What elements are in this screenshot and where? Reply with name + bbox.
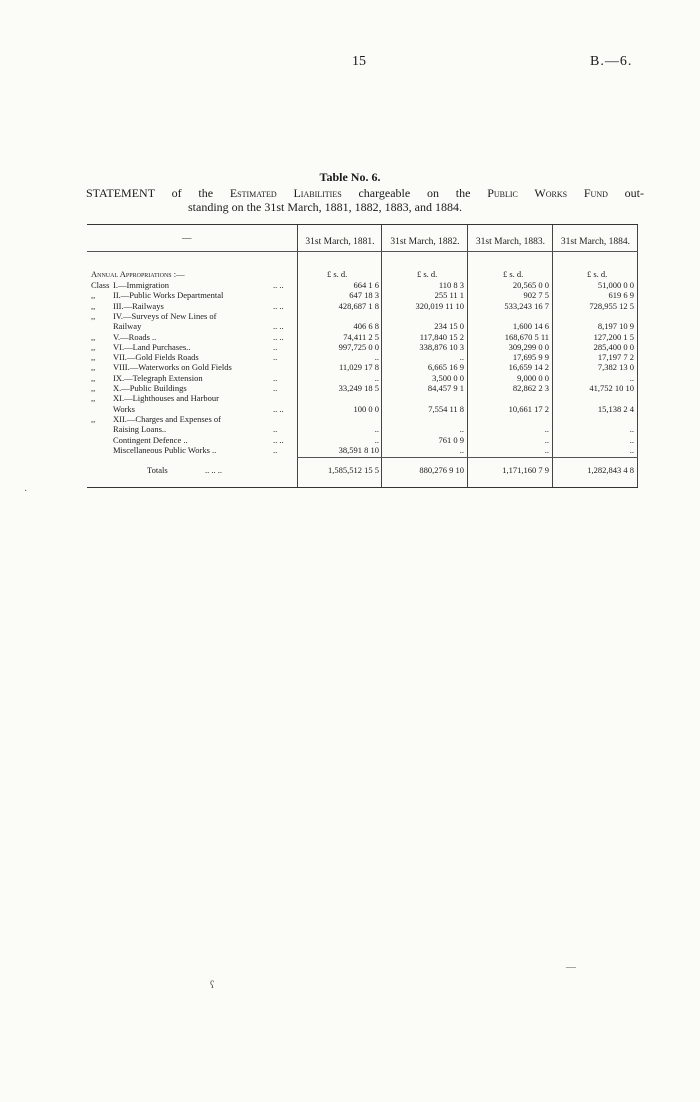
row-value: 664 1 6 (353, 280, 379, 290)
row-label: VI.—Land Purchases.. (113, 341, 191, 352)
row-class-marker: ,, (91, 393, 96, 404)
row-leader-dots: .. .. (273, 331, 284, 342)
row-value: 100 0 0 (353, 403, 379, 414)
table-row (87, 301, 638, 311)
table-row (87, 311, 638, 321)
row-leader-dots: .. (273, 352, 278, 363)
row-label: IV.—Surveys of New Lines of (113, 310, 217, 321)
row-label: Miscellaneous Public Works .. (113, 444, 217, 455)
document-reference: B.—6. (590, 54, 633, 69)
row-value: .. (629, 434, 634, 445)
statement-line-2: standing on the 31st March, 1881, 1882, 1883, and 1884. (188, 200, 462, 214)
table-row (87, 445, 638, 455)
row-value: 6,665 16 9 (427, 362, 464, 373)
table-row (87, 383, 638, 393)
row-value: .. (459, 352, 464, 363)
statement-heading (86, 186, 644, 214)
row-value: .. (544, 434, 549, 445)
row-leader-dots: .. .. (273, 300, 284, 311)
table-row (87, 321, 638, 331)
row-value: 20,565 0 0 (512, 280, 549, 290)
liabilities-table (87, 224, 638, 488)
stray-mark: ʕ (210, 980, 215, 991)
table-row (87, 393, 638, 403)
row-value: .. (459, 444, 464, 455)
row-label: VIII.—Waterworks on Gold Fields (113, 362, 232, 373)
row-leader-dots: .. (273, 372, 278, 383)
column-header-1884: 31st March, 1884. (560, 237, 631, 247)
row-value: 117,840 15 2 (419, 331, 464, 342)
table-row (87, 404, 638, 414)
table-row (87, 362, 638, 372)
row-leader-dots: .. .. (273, 280, 284, 290)
row-value: 33,249 18 5 (338, 383, 379, 393)
row-value: 761 0 9 (438, 434, 464, 445)
row-value: .. (544, 444, 549, 455)
row-value: 84,457 9 1 (427, 383, 464, 393)
row-class-marker: Class (91, 280, 110, 290)
table-row (87, 373, 638, 383)
row-value: 647 18 3 (349, 290, 379, 301)
row-value: 51,000 0 0 (597, 280, 634, 290)
row-label: Railway (113, 321, 142, 332)
row-value: 997,725 0 0 (338, 341, 379, 352)
totals-value: 1,282,843 4 8 (587, 465, 634, 475)
row-value: 41,752 10 10 (589, 383, 634, 393)
row-value: 728,955 12 5 (589, 300, 634, 311)
totals-leader-dots: .. .. .. (205, 465, 222, 475)
row-value: 74,411 2 5 (343, 331, 379, 342)
row-value: 320,019 11 10 (415, 300, 464, 311)
row-leader-dots: .. .. (273, 321, 284, 332)
row-value: 10,661 17 2 (508, 403, 549, 414)
row-leader-dots: .. (273, 383, 278, 393)
row-value: 16,659 14 2 (508, 362, 549, 373)
row-value: 902 7 5 (523, 290, 549, 301)
blank-header: — (182, 234, 192, 244)
table-row (87, 424, 638, 434)
table-title: Table No. 6. (319, 170, 381, 184)
row-label: I.—Immigration (113, 280, 169, 290)
totals-value: 880,276 9 10 (419, 465, 464, 475)
row-class-marker: ,, (91, 310, 96, 321)
row-label: X.—Public Buildings (113, 383, 187, 393)
row-value: 338,876 10 3 (419, 341, 464, 352)
row-value: 255 11 1 (434, 290, 464, 301)
row-value: 234 15 0 (434, 321, 464, 332)
row-value: .. (459, 424, 464, 435)
row-label: Raising Loans.. (113, 424, 167, 435)
row-class-marker: ,, (91, 352, 96, 363)
row-value: 8,197 10 9 (597, 321, 634, 332)
row-value: 7,382 13 0 (597, 362, 634, 373)
currency-units: £ s. d. (327, 269, 348, 279)
table-row (87, 414, 638, 424)
table-row (87, 435, 638, 445)
row-value: .. (374, 372, 379, 383)
section-heading: Annual Appropriations :— (91, 269, 185, 279)
row-class-marker: ,, (91, 413, 96, 424)
totals-label: Totals (147, 465, 168, 475)
table-row (87, 342, 638, 352)
row-label: II.—Public Works Departmental (113, 290, 224, 301)
row-value: 9,000 0 0 (517, 372, 549, 383)
statement-middle: chargeable on the (341, 186, 488, 200)
row-label: Contingent Defence .. (113, 434, 188, 445)
row-label: VII.—Gold Fields Roads (113, 352, 199, 363)
row-value: 428,687 1 8 (338, 300, 379, 311)
row-value: .. (374, 434, 379, 445)
statement-estimated-liabilities: Estimated Liabilities (229, 186, 342, 200)
row-leader-dots: .. (273, 341, 278, 352)
row-value: 285,400 0 0 (593, 341, 634, 352)
row-value: 15,138 2 4 (597, 403, 634, 414)
row-label: V.—Roads .. (113, 331, 157, 342)
row-value: 110 8 3 (438, 280, 464, 290)
row-class-marker: ,, (91, 383, 96, 393)
row-label: Works (113, 403, 135, 414)
row-value: .. (629, 444, 634, 455)
statement-fund: Public Works Fund (487, 186, 608, 200)
row-value: 619 6 9 (608, 290, 634, 301)
row-class-marker: ,, (91, 300, 96, 311)
row-value: 3,500 0 0 (432, 372, 464, 383)
table-row (87, 280, 638, 290)
row-value: .. (629, 372, 634, 383)
row-label: IX.—Telegraph Extension (113, 372, 203, 383)
row-leader-dots: .. (273, 424, 278, 435)
row-value: 17,197 7 2 (597, 352, 634, 363)
totals-value: 1,171,160 7 9 (502, 465, 549, 475)
totals-value: 1,585,512 15 5 (328, 465, 379, 475)
currency-units: £ s. d. (587, 269, 608, 279)
row-value: .. (374, 424, 379, 435)
row-value: .. (374, 352, 379, 363)
row-value: 533,243 16 7 (504, 300, 549, 311)
row-label: XII.—Charges and Expenses of (113, 413, 221, 424)
row-value: 11,029 17 8 (338, 362, 379, 373)
currency-units: £ s. d. (417, 269, 438, 279)
row-value: 7,554 11 8 (428, 403, 464, 414)
table-row (87, 332, 638, 342)
row-label: III.—Railways (113, 300, 164, 311)
row-class-marker: ,, (91, 341, 96, 352)
row-value: 1,600 14 6 (512, 321, 549, 332)
totals-row (87, 465, 638, 475)
statement-suffix: out- (607, 186, 644, 200)
row-leader-dots: .. .. (273, 434, 284, 445)
row-value: 406 6 8 (353, 321, 379, 332)
column-header-1882: 31st March, 1882. (390, 237, 460, 247)
row-value: 309,299 0 0 (508, 341, 549, 352)
row-class-marker: ,, (91, 331, 96, 342)
row-value: 17,695 9 9 (512, 352, 549, 363)
row-value: .. (544, 424, 549, 435)
row-class-marker: ,, (91, 362, 96, 373)
table-row (87, 352, 638, 362)
row-value: 127,200 1 5 (593, 331, 634, 342)
page-number: 15 (352, 54, 366, 69)
column-header-1883: 31st March, 1883. (475, 237, 546, 247)
row-value: 82,862 2 3 (512, 383, 549, 393)
totals-rule (297, 457, 638, 458)
row-label: XI.—Lighthouses and Harbour (113, 393, 219, 404)
row-class-marker: ,, (91, 372, 96, 383)
table-row (87, 290, 638, 300)
row-value: 38,591 8 10 (338, 444, 379, 455)
statement-prefix: STATEMENT of the (86, 186, 230, 200)
stray-mark: — (566, 962, 576, 973)
row-value: .. (629, 424, 634, 435)
statement-line-1 (86, 186, 644, 200)
stray-mark: · (24, 486, 28, 497)
row-leader-dots: .. (273, 444, 278, 455)
header-rule (87, 251, 638, 252)
currency-units: £ s. d. (503, 269, 524, 279)
row-value: 168,670 5 11 (504, 331, 549, 342)
row-class-marker: ,, (91, 290, 96, 301)
column-header-1881: 31st March, 1881. (305, 237, 375, 247)
row-leader-dots: .. .. (273, 403, 284, 414)
